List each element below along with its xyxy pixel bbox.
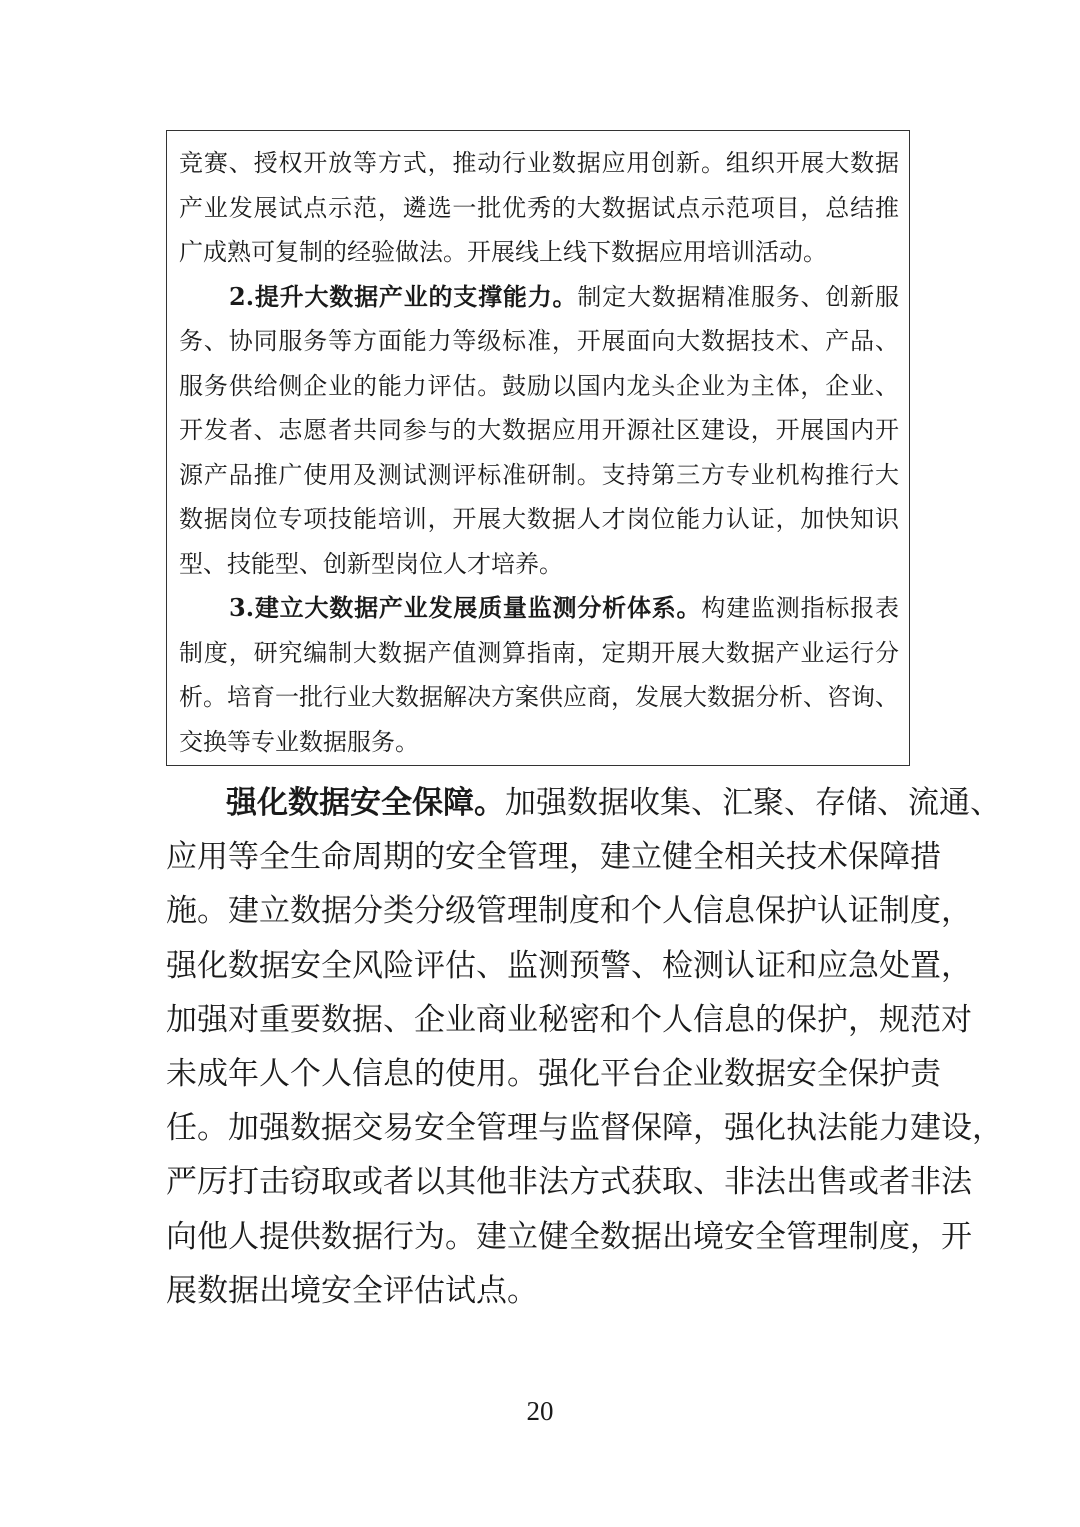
box-line: 产业发展试点示范，遴选一批优秀的大数据试点示范项目，总结推 (179, 193, 899, 222)
box-line: 构建监测指标报表 (701, 594, 899, 622)
text-box (166, 130, 910, 766)
box-paragraph-2-start (179, 275, 899, 320)
box-line: 型、技能型、创新型岗位人才培养。 (179, 549, 563, 578)
box-line: 析。培育一批行业大数据解决方案供应商，发展大数据分析、咨询、 (179, 683, 899, 711)
box-line: 制定大数据精准服务、创新服 (577, 282, 899, 311)
page-number: 20 (526, 1396, 554, 1426)
main-line: 严厉打击窃取或者以其他非法方式获取、非法出售或者非法 (166, 1164, 972, 1201)
box-line: 竞赛、授权开放等方式，推动行业数据应用创新。组织开展大数据 (179, 149, 899, 177)
main-line: 向他人提供数据行为。建立健全数据出境安全管理制度，开 (166, 1218, 972, 1255)
box-paragraph-3-start (179, 586, 899, 631)
box-line: 服务供给侧企业的能力评估。鼓励以国内龙头企业为主体，企业、 (179, 371, 899, 400)
box-line: 开发者、志愿者共同参与的大数据应用开源社区建设，开展国内开 (179, 416, 899, 444)
main-line: 加强对重要数据、企业商业秘密和个人信息的保护，规范对 (166, 1001, 972, 1038)
box-heading-2: 2.提升大数据产业的支撑能力。 (229, 281, 578, 311)
box-line: 交换等专业数据服务。 (179, 727, 419, 756)
box-line: 数据岗位专项技能培训，开展大数据人才岗位能力认证，加快知识 (179, 505, 899, 533)
main-line: 未成年人个人信息的使用。强化平台企业数据安全保护责 (166, 1055, 941, 1092)
box-line: 源产品推广使用及测试测评标准研制。支持第三方专业机构推行大 (179, 460, 899, 489)
box-line: 广成熟可复制的经验做法。开展线上线下数据应用培训活动。 (179, 238, 827, 266)
box-line: 务、协同服务等方面能力等级标准，开展面向大数据技术、产品、 (179, 327, 899, 355)
main-line: 强化数据安全风险评估、监测预警、检测认证和应急处置， (166, 947, 972, 984)
main-line: 展数据出境安全评估试点。 (166, 1272, 538, 1309)
box-heading-3: 3.建立大数据产业发展质量监测分析体系。 (229, 593, 702, 622)
main-paragraph (166, 776, 1003, 1318)
main-line: 任。加强数据交易安全管理与监督保障，强化执法能力建设， (166, 1110, 1003, 1147)
main-line: 施。建立数据分类分级管理制度和个人信息保护认证制度， (166, 893, 972, 930)
main-heading: 强化数据安全保障。 (226, 785, 505, 821)
main-paragraph-start (166, 776, 1001, 830)
main-line: 应用等全生命周期的安全管理，建立健全相关技术保障措 (166, 839, 941, 876)
box-line: 制度，研究编制大数据产值测算指南，定期开展大数据产业运行分 (179, 638, 899, 667)
main-line: 加强数据收集、汇聚、存储、流通、 (505, 785, 1001, 821)
